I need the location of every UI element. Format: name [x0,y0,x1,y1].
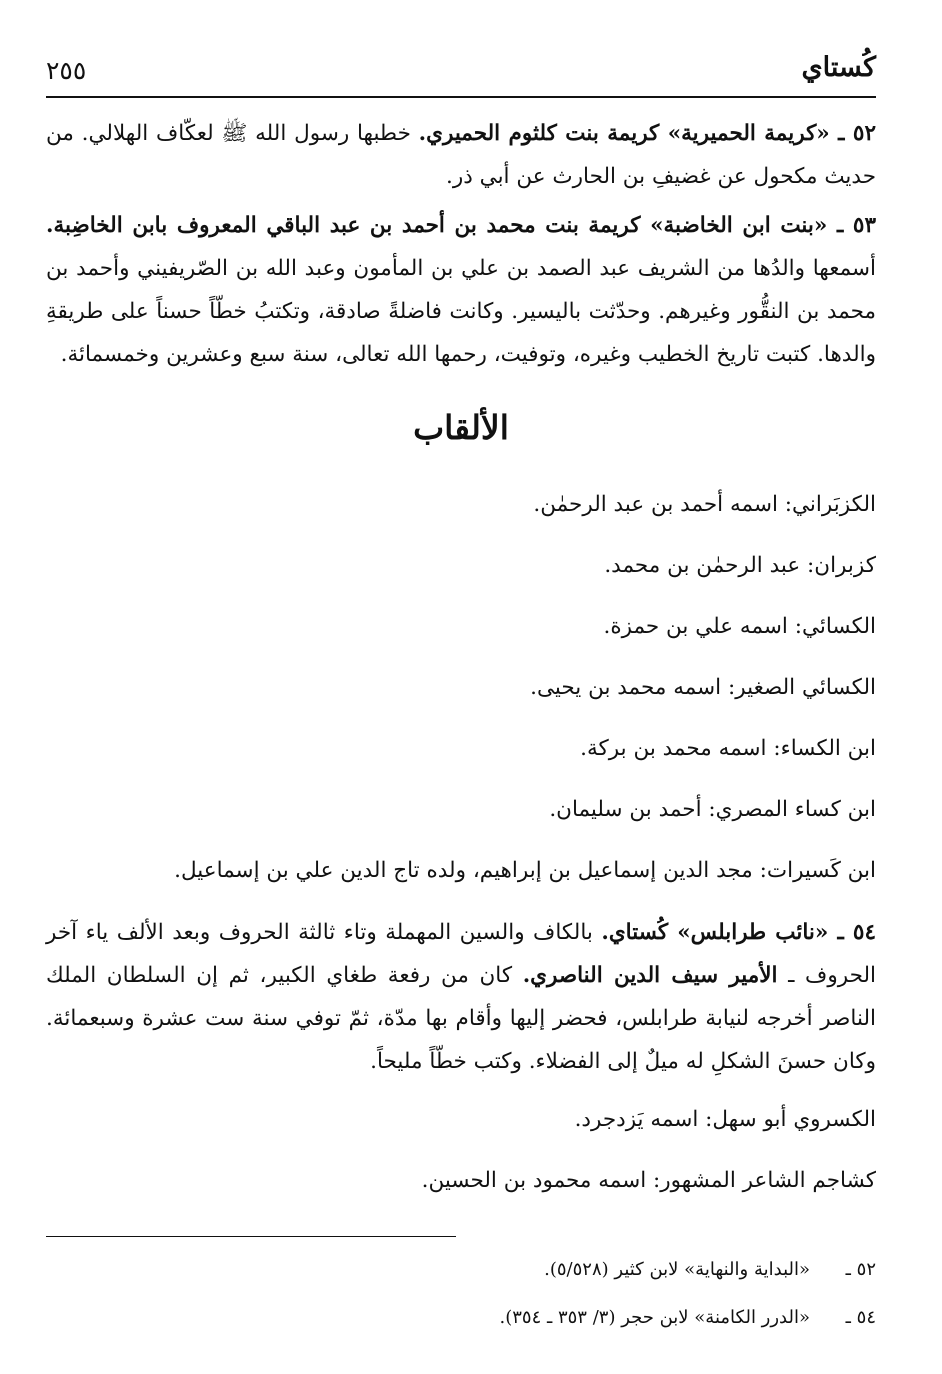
footnote [46,1294,876,1342]
entry-52-heading: ٥٢ ـ «كريمة الحميرية» كريمة بنت كلثوم الحميري. [418,121,876,146]
laqab-list-2 [46,1089,876,1211]
footnote-text: «الدرر الكامنة» لابن حجر (٣/ ٣٥٣ ـ ٣٥٤). [499,1307,810,1328]
laqab-item: الكسائي الصغير: اسمه محمد بن يحيى. [530,675,876,700]
laqab-list [46,474,876,901]
running-title: كُستاي [801,52,876,83]
entry-54-bold-name: الأمير سيف الدين الناصري. [522,963,778,988]
entry-54-heading: ٥٤ ـ «نائب طرابلس» كُستاي. [601,920,876,945]
laqab-item: ابن الكساء: اسمه محمد بن بركة. [580,736,876,761]
entry-53-text: أسمعها والدُها من الشريف عبد الصمد بن علي بن المأمون وعبد الله بن الصّريفيني وأحمد بن محمد بن النقُّور وغيرهم. وحدّثت باليسير. وكانت فاضلةً صادقة، وتكتبُ خطّاً حسناً على طريقةِ والدها. كتبت تاريخ الخطيب وغيره، وتوفيت، رحمها الله تعالى، سنة سبع وعشرين وخمسمائة. [46,256,876,367]
footnote-number: ٥٤ ـ [845,1307,876,1328]
entry-54 [46,911,876,1083]
footnote [46,1246,876,1294]
laqab-item: الكسائي: اسمه علي بن حمزة. [603,614,876,639]
laqab-item: الكزبَراني: اسمه أحمد بن عبد الرحمٰن. [533,492,876,517]
entry-52 [46,112,876,198]
footnotes [46,1246,876,1342]
entry-54-text-2: كان من رفعة طغاي الكبير، ثم إن السلطان الملك الناصر أخرجه لنيابة طرابلس، فحضر إليها وأقام بها مدّة، ثمّ توفي سنة ست عشرة وسبعمائة. وكان حسنَ الشكلِ له ميلٌ إلى الفضلاء. وكتب خطّاً مليحاً. [46,963,876,1074]
page-header [46,52,876,92]
entry-54-text-1: بالكاف والسين المهملة وتاء ثالثة الحروف وبعد الألف ياء آخر الحروف ـ [46,920,876,988]
page-body [46,112,876,1221]
entry-52-text: خطبها رسول الله ﷺ لعكّاف الهلالي. من حديث مكحول عن غضيفِ بن الحارث عن أبي ذر. [46,121,876,189]
laqab-item: ابن كَسيرات: مجد الدين إسماعيل بن إبراهيم، ولده تاج الدين علي بن إسماعيل. [174,858,876,883]
laqab-item: كشاجم الشاعر المشهور: اسمه محمود بن الحسين. [421,1168,876,1193]
entry-53-heading: ٥٣ ـ «بنت ابن الخاضبة» كريمة بنت محمد بن أحمد بن عبد الباقي المعروف بابن الخاضِبة. [46,213,876,238]
footnote-number: ٥٢ ـ [845,1259,876,1280]
laqab-item: الكسروي أبو سهل: اسمه يَزدجرد. [574,1107,876,1132]
laqab-item: كزبران: عبد الرحمٰن بن محمد. [604,553,876,578]
footnote-rule [46,1236,456,1237]
footnote-text: «البداية والنهاية» لابن كثير (٥/٥٢٨). [544,1259,810,1280]
entry-53 [46,204,876,376]
page-number: ٢٥٥ [46,56,87,85]
header-rule [46,96,876,98]
laqab-item: ابن كساء المصري: أحمد بن سليمان. [549,797,876,822]
section-title: الألقاب [413,408,509,447]
